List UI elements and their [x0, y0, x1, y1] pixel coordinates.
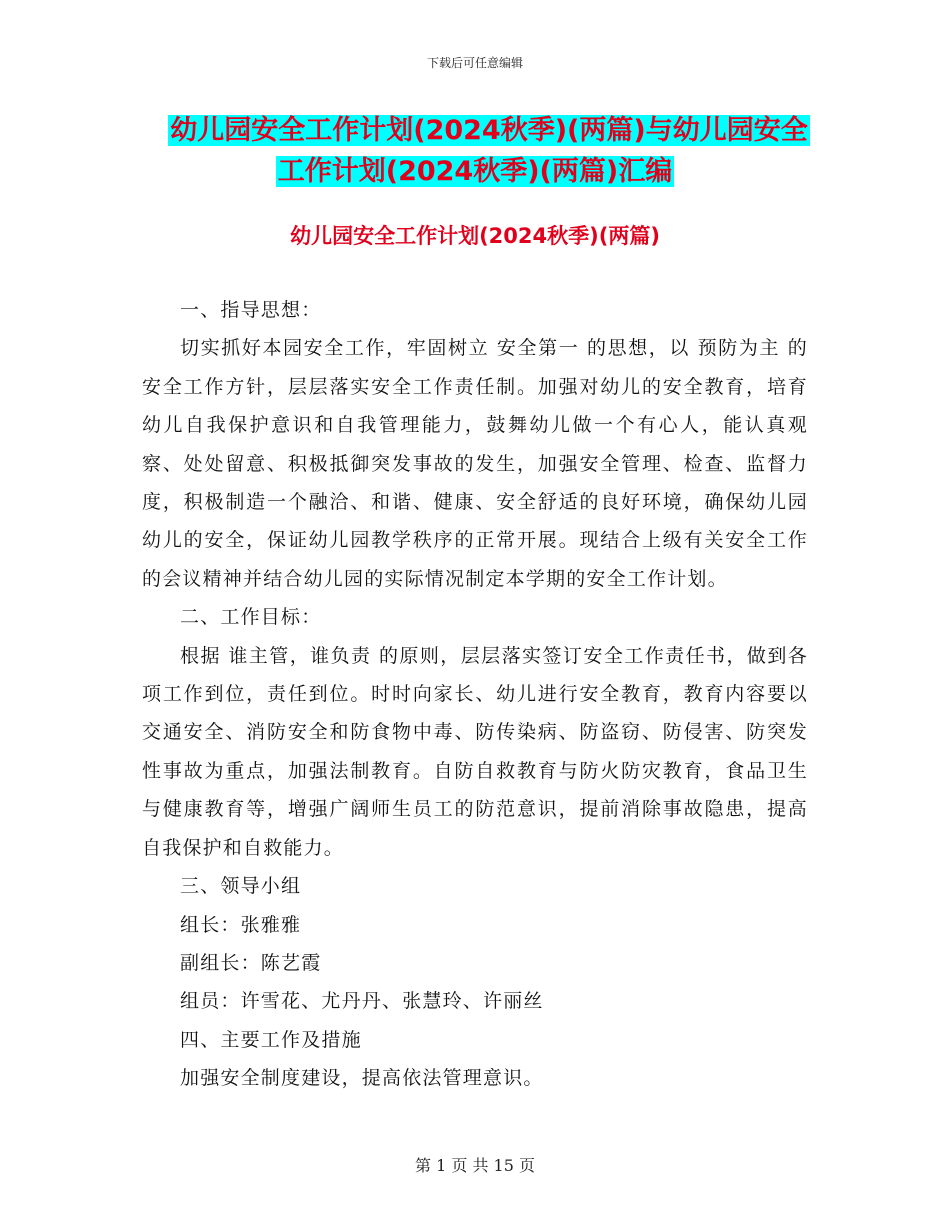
- section-title: 幼儿园安全工作计划(2024秋季)(两篇): [290, 224, 660, 248]
- group-leader: 组长：张雅雅: [180, 913, 302, 936]
- paragraph-main-work-measures: 加强安全制度建设，提高依法管理意识。: [180, 1067, 544, 1090]
- paragraph-guiding-ideology: 切实抓好本园安全工作，牢固树立 安全第一 的思想，以 预防为主 的安全工作方针，层层落实安全工作责任制。加强对幼儿的安全教育，培育幼儿自我保护意识和自我管理能力，鼓舞幼儿做一个有心人，能认真观察、处处留意、积极抵御突发事故的发生，加强安全管理、检查、监督力度，积极制造一个融洽、和谐、健康、安全舒适的良好环境，确保幼儿园幼儿的安全，保证幼儿园教学秩序的正常开展。现结合上级有关安全工作的会议精神并结合幼儿园的实际情况制定本学期的安全工作计划。: [142, 337, 808, 590]
- title-highlight-1: 幼儿园安全工作计划(2024秋季)(两篇)与幼儿园安全: [170, 115, 808, 146]
- heading-work-goals: 二、工作目标：: [180, 606, 322, 629]
- deputy-group-leader: 副组长：陈艺霞: [180, 951, 322, 974]
- document-title-line-2: [0, 151, 950, 192]
- group-members: 组员：许雪花、尤丹丹、张慧玲、许丽丝: [180, 990, 544, 1013]
- heading-main-work-measures: 四、主要工作及措施: [180, 1028, 362, 1051]
- title-highlight-2: 工作计划(2024秋季)(两篇)汇编: [277, 156, 673, 187]
- header-note: 下载后可任意编辑: [426, 56, 523, 70]
- document-body: [142, 291, 808, 1098]
- paragraph-work-goals: 根据 谁主管，谁负责 的原则，层层落实签订安全工作责任书，做到各项工作到位，责任到位。时时向家长、幼儿进行安全教育，教育内容要以交通安全、消防安全和防食物中毒、防传染病、防盗窃、防侵害、防突发性事故为重点，加强法制教育。自防自救教育与防火防灾教育，食品卫生与健康教育等，增强广阔师生员工的防范意识，提前消除事故隐患，提高自我保护和自救能力。: [142, 644, 808, 859]
- document-title: [0, 110, 950, 192]
- heading-leadership-group: 三、领导小组: [180, 875, 302, 898]
- document-title-line-1: [0, 110, 950, 151]
- heading-guiding-ideology: 一、指导思想：: [180, 299, 322, 321]
- page-number: 第 1 页 共 15 页: [415, 1156, 535, 1175]
